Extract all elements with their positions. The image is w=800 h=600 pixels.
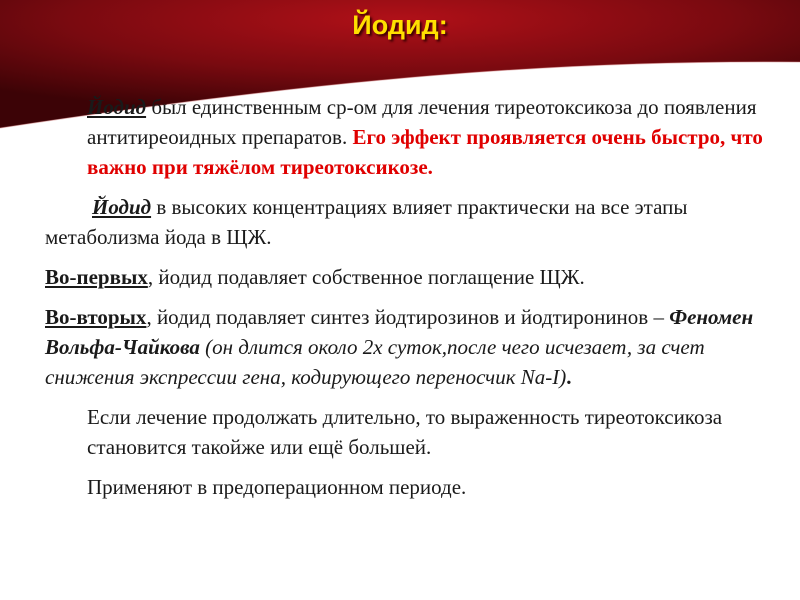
paragraph-5: Если лечение продолжать длительно, то выраженность тиреотоксикоза становится такойже или ещё большей. bbox=[87, 405, 723, 459]
paragraph-1-text: был единственным ср-ом для лечения тиреотоксикоза до появления антитиреоидных препаратов. bbox=[87, 95, 757, 149]
paragraph-6: Применяют в предоперационном периоде. bbox=[87, 475, 467, 499]
paragraph-3-text: , йодид подавляет собственное поглащение ЩЖ. bbox=[147, 265, 585, 289]
paragraph-3 bbox=[45, 262, 780, 292]
paragraph-1-highlight: Его эффект проявляется очень быстро, что важно при тяжёлом тиреотоксикозе. bbox=[87, 125, 763, 179]
paragraph-4-end: . bbox=[566, 365, 572, 389]
slide-body bbox=[45, 92, 780, 512]
term-iodide-2: Йодид bbox=[92, 195, 152, 219]
paragraph-2 bbox=[45, 192, 780, 252]
paragraph-1 bbox=[45, 92, 780, 182]
phenomenon-note: (он длится около 2х суток,после чего исчезает, за счет снижения экспрессии гена, кодирующего переносчик Na-I) bbox=[45, 335, 705, 389]
slide-title: Йодид: bbox=[352, 10, 448, 40]
phenomenon-name: Феномен Вольфа-Чайкова bbox=[45, 305, 754, 359]
lead-first: Во-первых bbox=[45, 265, 148, 289]
paragraph-4 bbox=[45, 302, 780, 392]
paragraph-4-text: , йодид подавляет синтез йодтирозинов и йодтиронинов – bbox=[146, 305, 670, 329]
paragraph-2-text: в высоких концентрациях влияет практически на все этапы метаболизма йода в ЩЖ. bbox=[45, 195, 688, 249]
term-iodide: Йодид bbox=[87, 95, 147, 119]
lead-second: Во-вторых bbox=[45, 305, 147, 329]
